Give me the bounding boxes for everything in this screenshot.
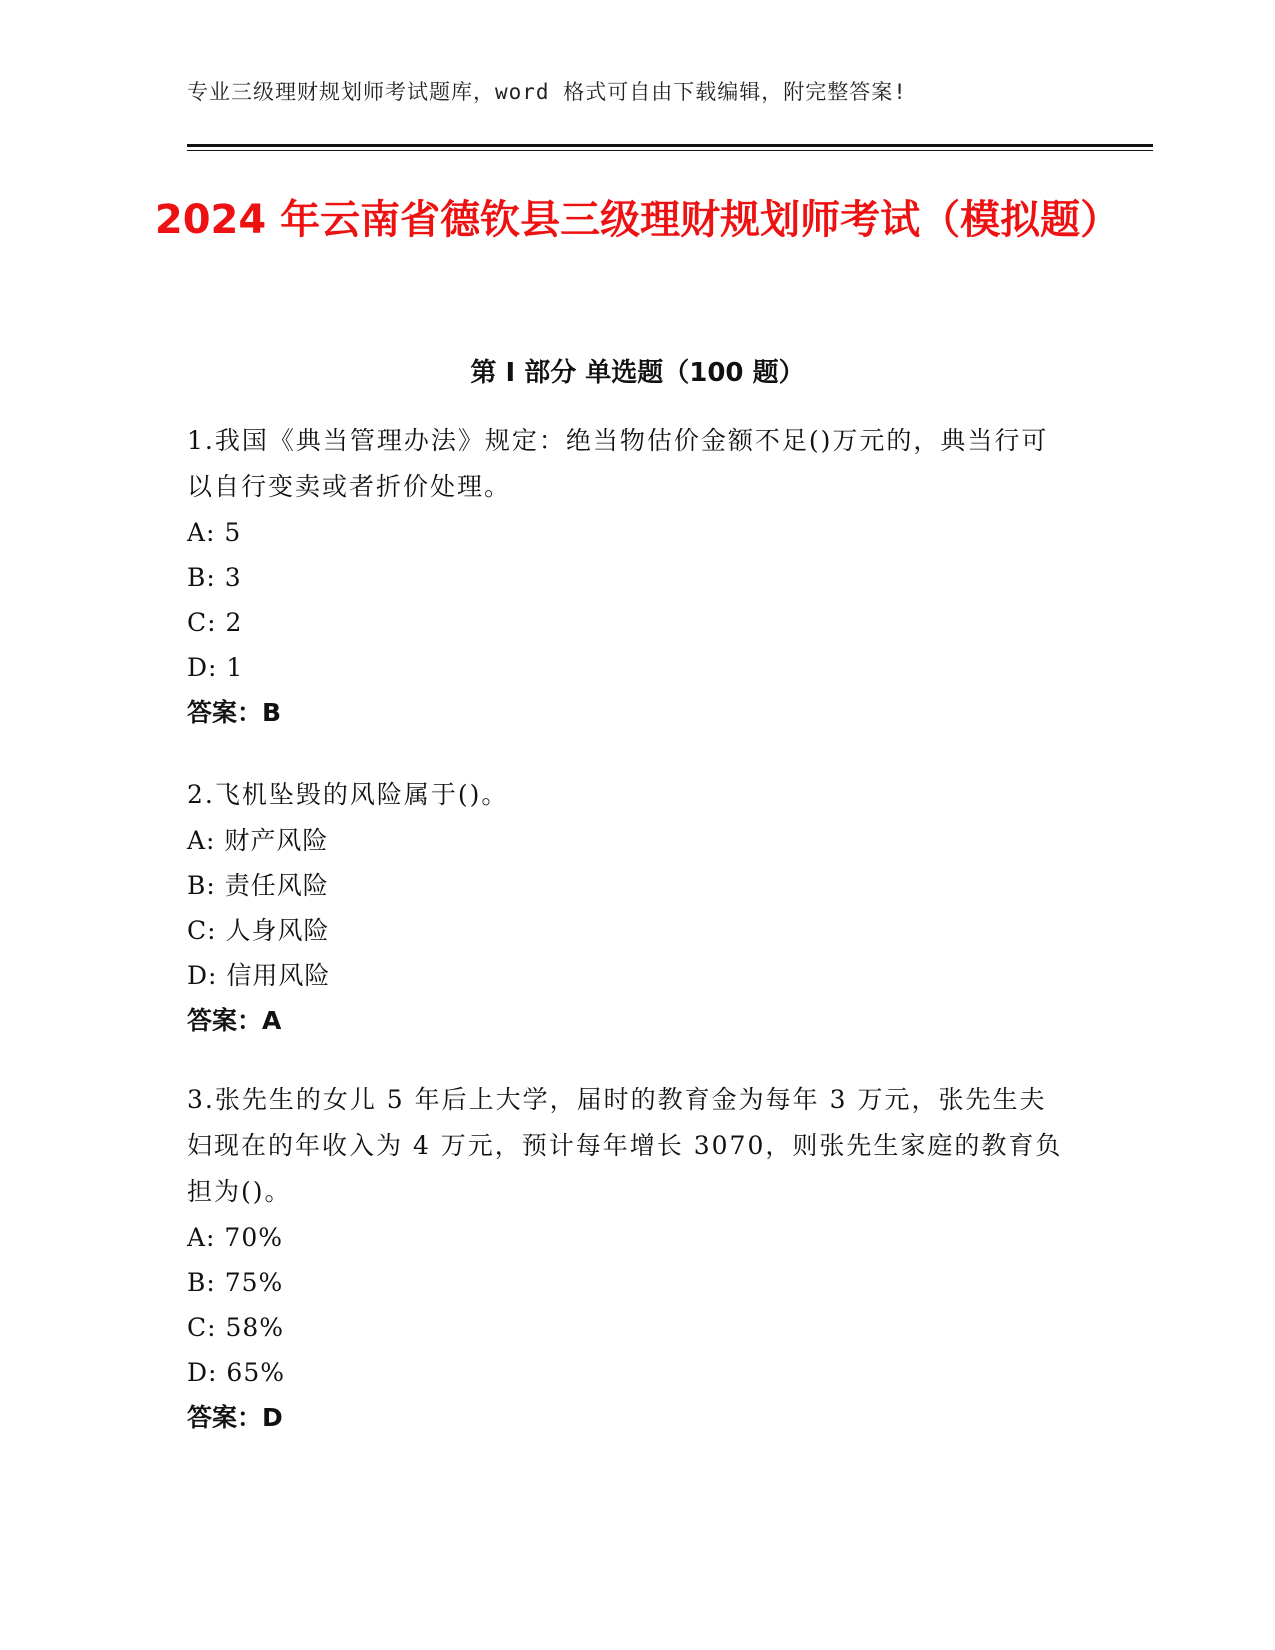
option-d: D: 信用风险 <box>187 961 331 990</box>
option-b: B: 75% <box>187 1268 284 1297</box>
header-rule-thin <box>187 150 1153 151</box>
answer: 答案：A <box>187 1006 282 1035</box>
document-title: 2024 年云南省德钦县三级理财规划师考试（模拟题） <box>154 197 1121 243</box>
question-1 <box>187 418 1067 735</box>
section-title: 第 I 部分 单选题（100 题） <box>470 358 805 388</box>
option-c: C: 58% <box>187 1313 285 1342</box>
option-c: C: 2 <box>187 608 243 637</box>
answer: 答案：B <box>187 698 282 727</box>
question-stem: 2.飞机坠毁的风险属于()。 <box>187 780 509 809</box>
question-stem: 3.张先生的女儿 5 年后上大学，届时的教育金为每年 3 万元，张先生夫妇现在的年收入为 4 万元，预计每年增长 3070，则张先生家庭的教育负担为()。 <box>187 1085 1063 1206</box>
option-d: D: 1 <box>187 653 244 682</box>
header-note: 专业三级理财规划师考试题库，word 格式可自由下载编辑，附完整答案! <box>187 80 907 104</box>
question-stem: 1.我国《典当管理办法》规定：绝当物估价金额不足()万元的，典当行可以自行变卖或者折价处理。 <box>187 426 1049 501</box>
option-c: C: 人身风险 <box>187 916 330 945</box>
answer: 答案：D <box>187 1403 283 1432</box>
option-b: B: 3 <box>187 563 242 592</box>
option-a: A: 70% <box>187 1223 283 1252</box>
question-3 <box>187 1077 1067 1440</box>
header-rule-thick <box>187 144 1153 147</box>
question-2 <box>187 772 1067 1043</box>
option-a: A: 财产风险 <box>187 826 329 855</box>
option-a: A: 5 <box>187 518 242 547</box>
option-d: D: 65% <box>187 1358 285 1387</box>
option-b: B: 责任风险 <box>187 871 329 900</box>
